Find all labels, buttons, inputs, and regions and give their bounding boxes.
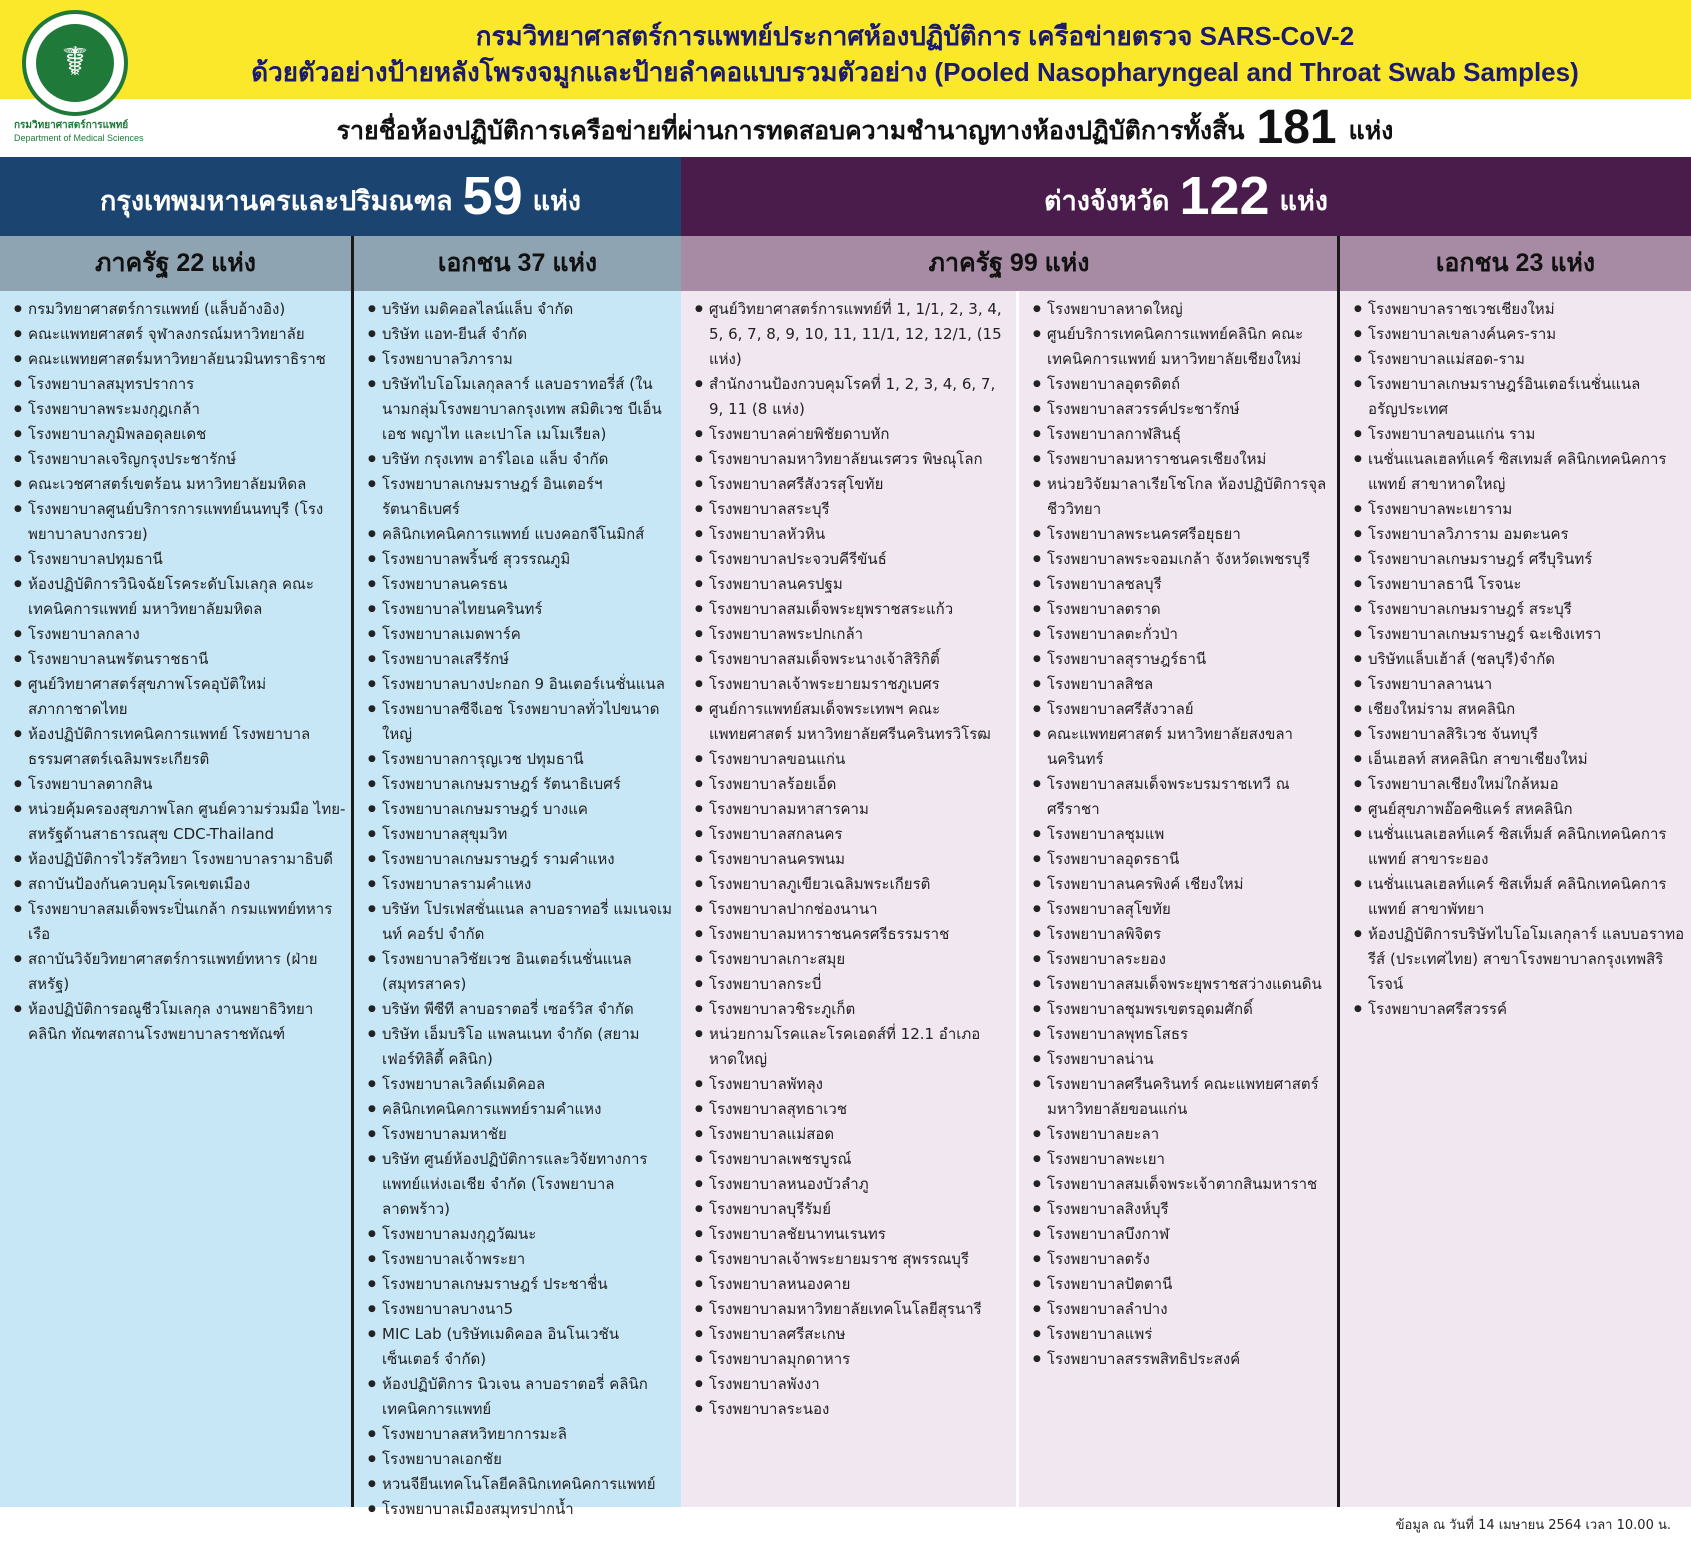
list-item: ● โรงพยาบาลเมดพาร์ค xyxy=(368,622,677,647)
list-item: ● โรงพยาบาลราชเวชเชียงใหม่ xyxy=(1354,297,1687,322)
list-item: ● โรงพยาบาลเกษมราษฎร์ อินเตอร์ฯ รัตนาธิเบศร์ xyxy=(368,472,677,522)
prov-gov-list-b xyxy=(1033,297,1333,1372)
list-item: ● ห้องปฏิบัติการบริษัทไบโอโมเลกุลาร์ แลบบอราทอรีส์ (ประเทศไทย) สาขาโรงพยาบาลกรุงเทพสิริโรจน์ xyxy=(1354,922,1687,997)
bkk-gov-list xyxy=(14,297,347,1047)
list-item: ● โรงพยาบาลรามคำแหง xyxy=(368,872,677,897)
list-item: ● ห้องปฏิบัติการอณูชีวโมเลกุล งานพยาธิวิทยาคลินิก ทัณฑสถานโรงพยาบาลราชทัณฑ์ xyxy=(14,997,347,1047)
list-item: ● โรงพยาบาลเขลางค์นคร-ราม xyxy=(1354,322,1687,347)
list-item: ● โรงพยาบาลนครพิงค์ เชียงใหม่ xyxy=(1033,872,1333,897)
list-item: ● โรงพยาบาลเพชรบูรณ์ xyxy=(695,1147,1012,1172)
list-item: ● โรงพยาบาลเจริญกรุงประชารักษ์ xyxy=(14,447,347,472)
list-item: ● โรงพยาบาลกาฬสินธุ์ xyxy=(1033,422,1333,447)
list-item: ● โรงพยาบาลซีจีเอช โรงพยาบาลทั่วไปขนาดใหญ่ xyxy=(368,697,677,747)
list-item: ● โรงพยาบาลวชิระภูเก็ต xyxy=(695,997,1012,1022)
list-item: ● โรงพยาบาลสมเด็จพระยุพราชสว่างแดนดิน xyxy=(1033,972,1333,997)
list-item: ● โรงพยาบาลวิภาราม xyxy=(368,347,677,372)
list-item: ● โรงพยาบาลเสรีรักษ์ xyxy=(368,647,677,672)
list-item: ● ห้องปฏิบัติการวินิจฉัยโรคระดับโมเลกุล คณะเทคนิคการแพทย์ มหาวิทยาลัยมหิดล xyxy=(14,572,347,622)
list-item: ● โรงพยาบาลมหาวิทยาลัยนเรศวร พิษณุโลก xyxy=(695,447,1012,472)
list-item: ● โรงพยาบาลนครพนม xyxy=(695,847,1012,872)
list-item: ● เอ็นเฮลท์ สหคลินิก สาขาเชียงใหม่ xyxy=(1354,747,1687,772)
list-item: ● โรงพยาบาลหาดใหญ่ xyxy=(1033,297,1333,322)
department-name xyxy=(14,120,144,144)
list-item: ● โรงพยาบาลศรีสังวาลย์ xyxy=(1033,697,1333,722)
prov-private-list xyxy=(1354,297,1687,1022)
list-item: ● โรงพยาบาลเกษมราษฎร์อินเตอร์เนชั่นแนล อรัญประเทศ xyxy=(1354,372,1687,422)
list-item: ● เชียงใหม่ราม สหคลินิก xyxy=(1354,697,1687,722)
list-item: ● โรงพยาบาลสมเด็จพระเจ้าตากสินมหาราช xyxy=(1033,1172,1333,1197)
list-item: ● โรงพยาบาลแม่สอด-ราม xyxy=(1354,347,1687,372)
list-item: ● โรงพยาบาลภูมิพลอดุลยเดช xyxy=(14,422,347,447)
list-item: ● โรงพยาบาลสุโขทัย xyxy=(1033,897,1333,922)
list-item: ● โรงพยาบาลศรีนครินทร์ คณะแพทยศาสตร์ มหาวิทยาลัยขอนแก่น xyxy=(1033,1072,1333,1122)
list-item: ● โรงพยาบาลศรีสังวรสุโขทัย xyxy=(695,472,1012,497)
list-item: ● MIC Lab (บริษัทเมดิคอล อินโนเวชัน เซ็นเตอร์ จำกัด) xyxy=(368,1322,677,1372)
list-item: ● โรงพยาบาลพระจอมเกล้า จังหวัดเพชรบุรี xyxy=(1033,547,1333,572)
list-item: ● โรงพยาบาลเจ้าพระยา xyxy=(368,1247,677,1272)
list-item: ● โรงพยาบาลบึงกาฬ xyxy=(1033,1222,1333,1247)
list-item: ● โรงพยาบาลนพรัตนราชธานี xyxy=(14,647,347,672)
list-item: ● โรงพยาบาลพุทธโสธร xyxy=(1033,1022,1333,1047)
data-timestamp: ข้อมูล ณ วันที่ 14 เมษายน 2564 เวลา 10.00 น. xyxy=(1395,1518,1671,1533)
list-item: ● โรงพยาบาลกระบี่ xyxy=(695,972,1012,997)
list-item: ● โรงพยาบาลมหาวิทยาลัยเทคโนโลยีสุรนารี xyxy=(695,1297,1012,1322)
list-item: ● ห้องปฏิบัติการไวรัสวิทยา โรงพยาบาลรามาธิบดี xyxy=(14,847,347,872)
list-item: ● โรงพยาบาลสิริเวช จันทบุรี xyxy=(1354,722,1687,747)
list-item: ● โรงพยาบาลมหาราชนครศรีธรรมราช xyxy=(695,922,1012,947)
list-item: ● โรงพยาบาลหัวหิน xyxy=(695,522,1012,547)
list-item: ● คณะแพทยศาสตร์มหาวิทยาลัยนวมินทราธิราช xyxy=(14,347,347,372)
list-item: ● โรงพยาบาลชุมพรเขตรอุดมศักดิ์ xyxy=(1033,997,1333,1022)
ministry-logo xyxy=(22,10,128,116)
list-item: ● โรงพยาบาลเชียงใหม่ใกล้หมอ xyxy=(1354,772,1687,797)
list-item: ● โรงพยาบาลสิงห์บุรี xyxy=(1033,1197,1333,1222)
list-item: ● โรงพยาบาลวิชัยเวช อินเตอร์เนชั่นแนล (สมุทรสาคร) xyxy=(368,947,677,997)
list-item: ● โรงพยาบาลนครธน xyxy=(368,572,677,597)
list-item: ● คณะเวชศาสตร์เขตร้อน มหาวิทยาลัยมหิดล xyxy=(14,472,347,497)
list-item: ● โรงพยาบาลบุรีรัมย์ xyxy=(695,1197,1012,1222)
prov-gov-column-a xyxy=(681,291,1016,1507)
list-item: ● โรงพยาบาลมหาชัย xyxy=(368,1122,677,1147)
header-banner xyxy=(0,0,1691,99)
list-item: ● โรงพยาบาลชลบุรี xyxy=(1033,572,1333,597)
bkk-gov-column xyxy=(0,291,351,1507)
list-item: ● โรงพยาบาลหนองบัวลำภู xyxy=(695,1172,1012,1197)
total-summary-text: รายชื่อห้องปฏิบัติการเครือข่ายที่ผ่านการทดสอบความชำนาญทางห้องปฏิบัติการทั้งสิ้น xyxy=(336,117,1245,145)
list-item: ● โรงพยาบาลประจวบคีรีขันธ์ xyxy=(695,547,1012,572)
header-title-line2: ด้วยตัวอย่างป้ายหลังโพรงจมูกและป้ายลำคอแบบรวมตัวอย่าง (Pooled Nasopharyngeal and Throat Swab Samples) xyxy=(251,57,1579,87)
list-item: ● โรงพยาบาลไทยนครินทร์ xyxy=(368,597,677,622)
province-band xyxy=(681,157,1691,236)
list-item: ● บริษัท พีซีที ลาบอราตอรี่ เซอร์วิส จำกัด xyxy=(368,997,677,1022)
list-item: ● โรงพยาบาลสกลนคร xyxy=(695,822,1012,847)
list-item: ● โรงพยาบาลค่ายพิชัยดาบหัก xyxy=(695,422,1012,447)
bangkok-count: 59 xyxy=(462,166,523,226)
list-item: ● โรงพยาบาลชัยนาทนเรนทร xyxy=(695,1222,1012,1247)
list-item: ● โรงพยาบาลสุขุมวิท xyxy=(368,822,677,847)
list-item: ● โรงพยาบาลศรีสวรรค์ xyxy=(1354,997,1687,1022)
list-item: ● โรงพยาบาลมหาสารคาม xyxy=(695,797,1012,822)
list-item: ● โรงพยาบาลเจ้าพระยายมราช สุพรรณบุรี xyxy=(695,1247,1012,1272)
list-item: ● โรงพยาบาลบางนา5 xyxy=(368,1297,677,1322)
list-item: ● โรงพยาบาลแม่สอด xyxy=(695,1122,1012,1147)
list-item: ● ห้องปฏิบัติการเทคนิคการแพทย์ โรงพยาบาลธรรมศาสตร์เฉลิมพระเกียรติ xyxy=(14,722,347,772)
province-unit: แห่ง xyxy=(1279,186,1328,216)
list-item: ● โรงพยาบาลพัทลุง xyxy=(695,1072,1012,1097)
list-item: ● บริษัท แอท-ยีนส์ จำกัด xyxy=(368,322,677,347)
list-item: ● บริษัท เมดิคอลไลน์แล็บ จำกัด xyxy=(368,297,677,322)
list-item: ● คณะแพทยศาสตร์ จุฬาลงกรณ์มหาวิทยาลัย xyxy=(14,322,347,347)
list-item: ● โรงพยาบาลน่าน xyxy=(1033,1047,1333,1072)
list-item: ● โรงพยาบาลร้อยเอ็ด xyxy=(695,772,1012,797)
list-item: ● โรงพยาบาลพะเยาราม xyxy=(1354,497,1687,522)
list-item: ● ศูนย์สุขภาพอ๊อคซิแคร์ สหคลินิก xyxy=(1354,797,1687,822)
list-item: ● โรงพยาบาลสุราษฎร์ธานี xyxy=(1033,647,1333,672)
list-item: ● โรงพยาบาลเกษมราษฎร์ รามคำแหง xyxy=(368,847,677,872)
prov-gov-list-a xyxy=(695,297,1012,1422)
list-item: ● โรงพยาบาลปัตตานี xyxy=(1033,1272,1333,1297)
department-name-en: Department of Medical Sciences xyxy=(14,133,144,143)
list-item: ● สถาบันป้องกันควบคุมโรคเขตเมือง xyxy=(14,872,347,897)
list-item: ● โรงพยาบาลศรีสะเกษ xyxy=(695,1322,1012,1347)
list-item: ● โรงพยาบาลเกาะสมุย xyxy=(695,947,1012,972)
list-item: ● บริษัท โปรเฟสชั่นแนล ลาบอราทอรี่ แมเนจเมนท์ คอร์ป จำกัด xyxy=(368,897,677,947)
list-item: ● โรงพยาบาลสมเด็จพระยุพราชสระแก้ว xyxy=(695,597,1012,622)
list-item: ● โรงพยาบาลพระนครศรีอยุธยา xyxy=(1033,522,1333,547)
list-item: ● โรงพยาบาลเจ้าพระยายมราชภูเบศร xyxy=(695,672,1012,697)
list-item: ● เนชั่นแนลเฮลท์แคร์ ซิสเท็มส์ คลินิกเทคนิคการแพทย์ สาขาพัทยา xyxy=(1354,872,1687,922)
list-item: ● โรงพยาบาลระยอง xyxy=(1033,947,1333,972)
column-divider xyxy=(351,236,354,1507)
bangkok-band xyxy=(0,157,681,236)
list-item: ● คลินิกเทคนิคการแพทย์รามคำแหง xyxy=(368,1097,677,1122)
list-item: ● โรงพยาบาลเกษมราษฎร์ ประชาชื่น xyxy=(368,1272,677,1297)
list-item: ● โรงพยาบาลตรัง xyxy=(1033,1247,1333,1272)
list-item: ● โรงพยาบาลขอนแก่น ราม xyxy=(1354,422,1687,447)
list-item: ● โรงพยาบาลลานนา xyxy=(1354,672,1687,697)
list-item: ● โรงพยาบาลสมุทรปราการ xyxy=(14,372,347,397)
list-item: ● บริษัท กรุงเทพ อาร์ไอเอ แล็บ จำกัด xyxy=(368,447,677,472)
list-item: ● โรงพยาบาลเอกชัย xyxy=(368,1447,677,1472)
list-item: ● โรงพยาบาลปทุมธานี xyxy=(14,547,347,572)
list-item: ● ศูนย์การแพทย์สมเด็จพระเทพฯ คณะแพทยศาสตร์ มหาวิทยาลัยศรีนครินทรวิโรฒ xyxy=(695,697,1012,747)
bangkok-label: กรุงเทพมหานครและปริมณฑล xyxy=(100,186,453,216)
prov-gov-column-b xyxy=(1019,291,1337,1507)
list-item: ● โรงพยาบาลตะกั่วป่า xyxy=(1033,622,1333,647)
bkk-private-column xyxy=(354,291,681,1518)
list-item: ● โรงพยาบาลการุญเวช ปทุมธานี xyxy=(368,747,677,772)
list-item: ● หน่วยคุ้มครองสุขภาพโลก ศูนย์ความร่วมมือ ไทย-สหรัฐด้านสาธารณสุข CDC-Thailand xyxy=(14,797,347,847)
list-item: ● โรงพยาบาลพิจิตร xyxy=(1033,922,1333,947)
list-item: ● โรงพยาบาลเกษมราษฎร์ บางแค xyxy=(368,797,677,822)
list-item: ● โรงพยาบาลยะลา xyxy=(1033,1122,1333,1147)
list-item: ● โรงพยาบาลเกษมราษฎร์ ศรีบุรินทร์ xyxy=(1354,547,1687,572)
prov-private-column xyxy=(1340,291,1691,1507)
header-title-line1: กรมวิทยาศาสตร์การแพทย์ประกาศห้องปฏิบัติการ เครือข่ายตรวจ SARS-CoV-2 xyxy=(475,21,1355,51)
list-item: ● โรงพยาบาลสุทธาเวช xyxy=(695,1097,1012,1122)
total-summary xyxy=(150,100,1580,156)
list-item: ● เนชั่นแนลเฮลท์แคร์ ซิสเทมส์ คลินิกเทคนิคการแพทย์ สาขาหาดใหญ่ xyxy=(1354,447,1687,497)
list-item: ● คณะแพทยศาสตร์ มหาวิทยาลัยสงขลานครินทร์ xyxy=(1033,722,1333,772)
list-item: ● โรงพยาบาลมหาราชนครเชียงใหม่ xyxy=(1033,447,1333,472)
list-item: ● เนชั่นแนลเฮลท์แคร์ ซิสเท็มส์ คลินิกเทคนิคการแพทย์ สาขาระยอง xyxy=(1354,822,1687,872)
list-item: ● ศูนย์วิทยาศาสตร์การแพทย์ที่ 1, 1/1, 2, 3, 4, 5, 6, 7, 8, 9, 10, 11, 11/1, 12, 12/1, (15 แห่ง) xyxy=(695,297,1012,372)
list-item: ● สำนักงานป้องกวบคุมโรคที่ 1, 2, 3, 4, 6, 7, 9, 11 (8 แห่ง) xyxy=(695,372,1012,422)
list-item: ● โรงพยาบาลนครปฐม xyxy=(695,572,1012,597)
province-count: 122 xyxy=(1179,166,1270,226)
list-item: ● โรงพยาบาลเวิลด์เมดิคอล xyxy=(368,1072,677,1097)
list-item: ● โรงพยาบาลขอนแก่น xyxy=(695,747,1012,772)
list-item: ● กรมวิทยาศาสตร์การแพทย์ (แล็บอ้างอิง) xyxy=(14,297,347,322)
list-item: ● โรงพยาบาลกลาง xyxy=(14,622,347,647)
list-item: ● ศูนย์วิทยาศาสตร์สุขภาพโรคอุบัติใหม่ สภากาชาดไทย xyxy=(14,672,347,722)
list-item: ● โรงพยาบาลลำปาง xyxy=(1033,1297,1333,1322)
list-item: ● คลินิกเทคนิคการแพทย์ แบงคอกจีโนมิกส์ xyxy=(368,522,677,547)
list-item: ● โรงพยาบาลเกษมราษฎร์ สระบุรี xyxy=(1354,597,1687,622)
list-item: ● โรงพยาบาลตากสิน xyxy=(14,772,347,797)
list-item: ● โรงพยาบาลพริ้นซ์ สุวรรณภูมิ xyxy=(368,547,677,572)
list-item: ● โรงพยาบาลสมเด็จพระปิ่นเกล้า กรมแพทย์ทหารเรือ xyxy=(14,897,347,947)
list-item: ● โรงพยาบาลวิภาราม อมตะนคร xyxy=(1354,522,1687,547)
list-item: ● โรงพยาบาลอุตรดิตถ์ xyxy=(1033,372,1333,397)
subhead-prov-private: เอกชน 23 แห่ง xyxy=(1340,236,1691,291)
list-item: ● โรงพยาบาลอุดรธานี xyxy=(1033,847,1333,872)
list-item: ● บริษัท ศูนย์ห้องปฏิบัติการและวิจัยทางการ แพทย์แห่งเอเชีย จำกัด (โรงพยาบาลลาดพร้าว) xyxy=(368,1147,677,1222)
subhead-prov-gov: ภาครัฐ 99 แห่ง xyxy=(681,236,1337,291)
list-item: ● โรงพยาบาลสหวิทยาการมะลิ xyxy=(368,1422,677,1447)
bangkok-unit: แห่ง xyxy=(532,186,581,216)
caduceus-icon: ☤ xyxy=(61,39,89,85)
list-item: ● โรงพยาบาลพระปกเกล้า xyxy=(695,622,1012,647)
list-item: ● บริษัทไบโอโมเลกุลลาร์ แลบอราทอรี่ส์ (ในนามกลุ่มโรงพยาบาลกรุงเทพ สมิติเวช บีเอ็นเอช พญาไท และเปาโล เมโมเรียล) xyxy=(368,372,677,447)
list-item: ● หวนจียีนเทคโนโลยีคลินิกเทคนิคการแพทย์ xyxy=(368,1472,677,1497)
bkk-private-list xyxy=(368,297,677,1522)
list-item: ● โรงพยาบาลสมเด็จพระนางเจ้าสิริกิติ์ xyxy=(695,647,1012,672)
subhead-bkk-private: เอกชน 37 แห่ง xyxy=(354,236,681,291)
list-item: ● โรงพยาบาลเกษมราษฎร์ รัตนาธิเบศร์ xyxy=(368,772,677,797)
list-item: ● โรงพยาบาลมงกุฎวัฒนะ xyxy=(368,1222,677,1247)
list-item: ● หน่วยกามโรคและโรคเอดส์ที่ 12.1 อำเภอหาดใหญ่ xyxy=(695,1022,1012,1072)
list-item: ● โรงพยาบาลปากช่องนานา xyxy=(695,897,1012,922)
list-item: ● ห้องปฏิบัติการ นิวเจน ลาบอราตอรี่ คลินิก เทคนิคการแพทย์ xyxy=(368,1372,677,1422)
total-unit: แห่ง xyxy=(1348,117,1394,145)
list-item: ● โรงพยาบาลพังงา xyxy=(695,1372,1012,1397)
list-item: ● โรงพยาบาลศูนย์บริการการแพทย์นนทบุรี (โรงพยาบาลบางกรวย) xyxy=(14,497,347,547)
list-item: ● สถาบันวิจัยวิทยาศาสตร์การแพทย์ทหาร (ฝ่ายสหรัฐ) xyxy=(14,947,347,997)
list-item: ● โรงพยาบาลมุกดาหาร xyxy=(695,1347,1012,1372)
list-item: ● โรงพยาบาลเกษมราษฎร์ ฉะเชิงเทรา xyxy=(1354,622,1687,647)
list-item: ● โรงพยาบาลสิชล xyxy=(1033,672,1333,697)
province-label: ต่างจังหวัด xyxy=(1044,186,1170,216)
list-item: ● โรงพยาบาลแพร่ xyxy=(1033,1322,1333,1347)
list-item: ● โรงพยาบาลสมเด็จพระบรมราชเทวี ณ ศรีราชา xyxy=(1033,772,1333,822)
total-count: 181 xyxy=(1256,101,1337,154)
list-item: ● โรงพยาบาลชุมแพ xyxy=(1033,822,1333,847)
list-item: ● โรงพยาบาลพะเยา xyxy=(1033,1147,1333,1172)
list-item: ● ศูนย์บริการเทคนิคการแพทย์คลินิก คณะเทคนิคการแพทย์ มหาวิทยาลัยเชียงใหม่ xyxy=(1033,322,1333,372)
department-name-th: กรมวิทยาศาสตร์การแพทย์ xyxy=(14,120,129,131)
list-item: ● โรงพยาบาลสรรพสิทธิประสงค์ xyxy=(1033,1347,1333,1372)
column-gap xyxy=(1016,291,1019,1507)
list-item: ● โรงพยาบาลพระมงกุฎเกล้า xyxy=(14,397,347,422)
list-item: ● โรงพยาบาลบางปะกอก 9 อินเตอร์เนชั่นแนล xyxy=(368,672,677,697)
list-item: ● โรงพยาบาลภูเขียวเฉลิมพระเกียรติ xyxy=(695,872,1012,897)
column-divider xyxy=(1337,236,1340,1507)
list-item: ● โรงพยาบาลสระบุรี xyxy=(695,497,1012,522)
subhead-bkk-gov: ภาครัฐ 22 แห่ง xyxy=(0,236,351,291)
list-item: ● หน่วยวิจัยมาลาเรียโชโกล ห้องปฏิบัติการจุลชีววิทยา xyxy=(1033,472,1333,522)
list-item: ● โรงพยาบาลเมืองสมุทรปากน้ำ xyxy=(368,1497,677,1522)
list-item: ● โรงพยาบาลหนองคาย xyxy=(695,1272,1012,1297)
list-item: ● บริษัท เอ็มบริโอ แพลนเนท จำกัด (สยาม เฟอร์ทิลิตี้ คลินิก) xyxy=(368,1022,677,1072)
list-item: ● โรงพยาบาลสวรรค์ประชารักษ์ xyxy=(1033,397,1333,422)
list-item: ● โรงพยาบาลระนอง xyxy=(695,1397,1012,1422)
list-item: ● โรงพยาบาลธานี โรจนะ xyxy=(1354,572,1687,597)
list-item: ● โรงพยาบาลตราด xyxy=(1033,597,1333,622)
list-item: ● บริษัทแล็บเฮ้าส์ (ชลบุรี)จำกัด xyxy=(1354,647,1687,672)
